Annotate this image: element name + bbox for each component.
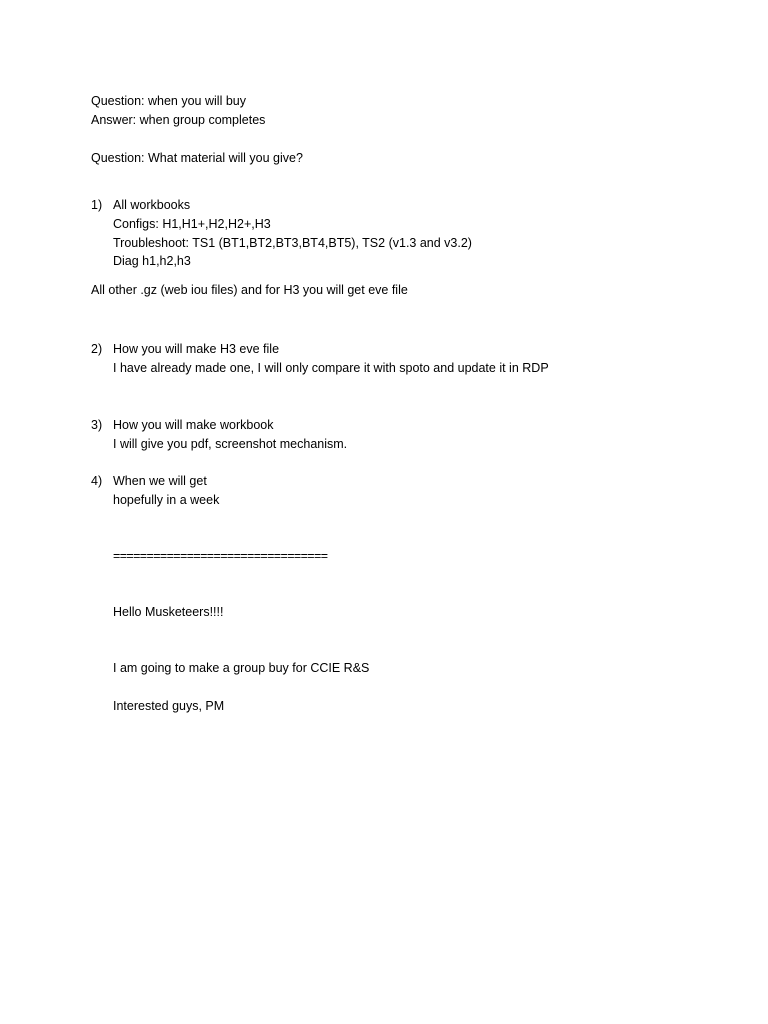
item-4-line-2: hopefully in a week	[113, 493, 220, 507]
item-3-line-2: I will give you pdf, screenshot mechanism.	[113, 437, 348, 451]
item-1-line-4: Diag h1,h2,h3	[113, 254, 191, 268]
answer-1	[91, 112, 265, 128]
question-1	[91, 93, 246, 109]
separator-line: ================================	[113, 549, 328, 563]
item-2-line-2: I have already made one, I will only compare it with spoto and update it in RDP	[113, 361, 549, 375]
question-2	[91, 150, 303, 166]
extra-line: All other .gz (web iou files) and for H3 you will get eve file	[91, 283, 408, 297]
question-label: Question:	[91, 94, 145, 108]
question-text: when you will buy	[148, 94, 246, 108]
item-1-line-3: Troubleshoot: TS1 (BT1,BT2,BT3,BT4,BT5), TS2 (v1.3 and v3.2)	[113, 236, 472, 250]
item-4-line-1: When we will get	[113, 474, 207, 488]
message-greeting: Hello Musketeers!!!!	[113, 605, 224, 619]
item-3-number: 3)	[91, 418, 103, 432]
message-closing: Interested guys, PM	[113, 699, 225, 713]
item-4-number: 4)	[91, 474, 103, 488]
question-label: Question:	[91, 151, 145, 165]
question-text: What material will you give?	[148, 151, 303, 165]
item-3-line-1: How you will make workbook	[113, 418, 274, 432]
answer-text: when group completes	[139, 113, 266, 127]
item-2-line-1: How you will make H3 eve file	[113, 342, 280, 356]
answer-label: Answer:	[91, 113, 137, 127]
item-1-line-2: Configs: H1,H1+,H2,H2+,H3	[113, 217, 271, 231]
item-2-number: 2)	[91, 342, 103, 356]
item-1-number: 1)	[91, 198, 103, 212]
item-1-line-1: All workbooks	[113, 198, 191, 212]
message-body: I am going to make a group buy for CCIE R&S	[113, 661, 370, 675]
